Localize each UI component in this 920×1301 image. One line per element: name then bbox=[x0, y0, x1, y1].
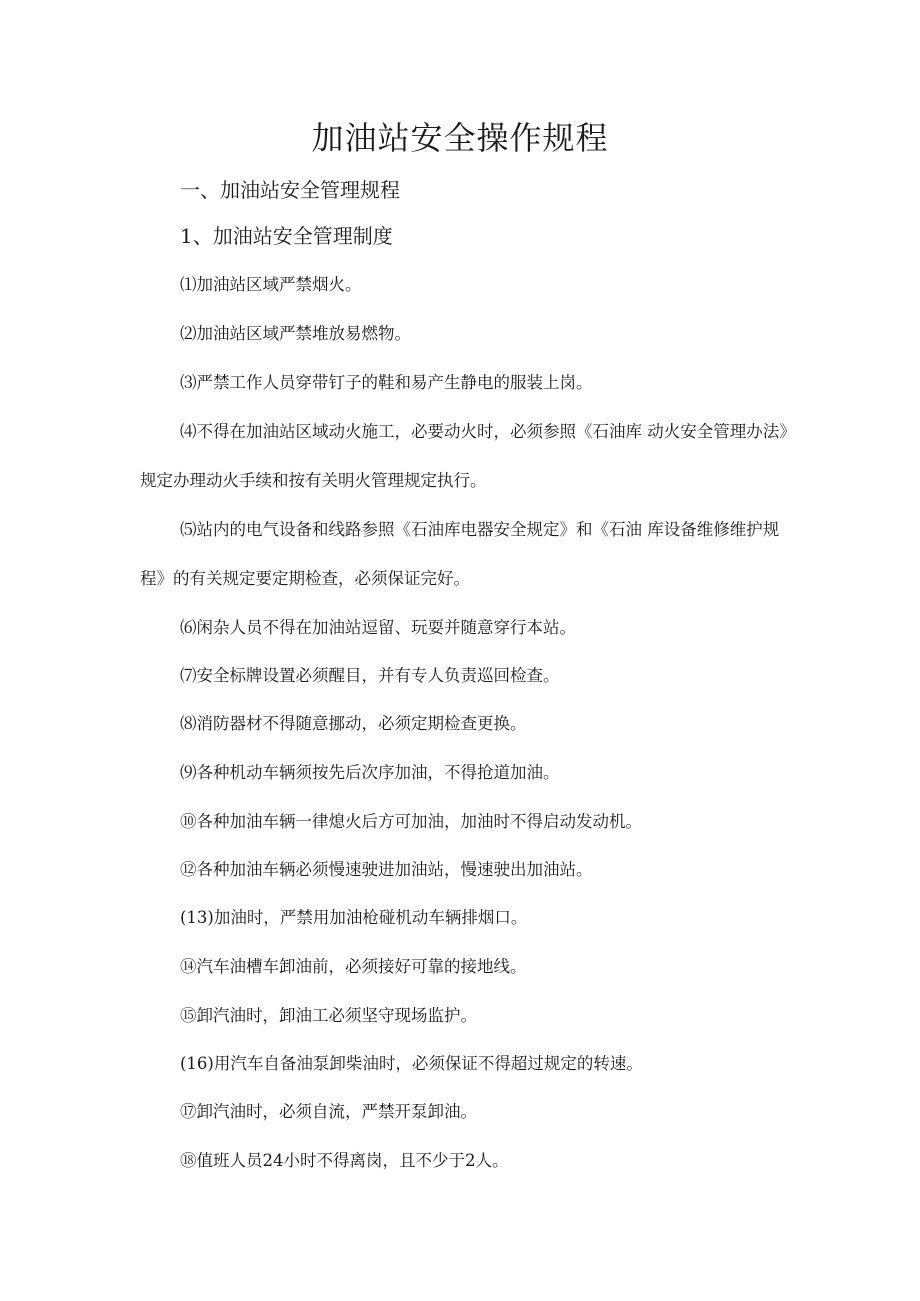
rule-item-3: ⑶严禁工作人员穿带钉子的鞋和易产生静电的服装上岗。 bbox=[180, 373, 593, 392]
rule-item-6: ⑹闲杂人员不得在加油站逗留、玩耍并随意穿行本站。 bbox=[180, 618, 576, 637]
rule-item-12: ⑫各种加油车辆必须慢速驶进加油站，慢速驶出加油站。 bbox=[180, 860, 593, 879]
rule-item-16: (16)用汽车自备油泵卸柴油时，必须保证不得超过规定的转速。 bbox=[180, 1054, 643, 1073]
rule-item-2: ⑵加油站区域严禁堆放易燃物。 bbox=[180, 324, 411, 343]
rule-item-9: ⑼各种机动车辆须按先后次序加油，不得抢道加油。 bbox=[180, 763, 560, 782]
rule-item-15: ⑮卸汽油时，卸油工必须坚守现场监护。 bbox=[180, 1006, 477, 1025]
document-title: 加油站安全操作规程 bbox=[311, 119, 609, 157]
rule-item-1: ⑴加油站区域严禁烟火。 bbox=[180, 275, 362, 294]
rule-item-13: (13)加油时，严禁用加油枪碰机动车辆排烟口。 bbox=[180, 908, 528, 927]
rule-item-8: ⑻消防器材不得随意挪动，必须定期检查更换。 bbox=[180, 714, 527, 733]
rule-item-14: ⑭汽车油槽车卸油前，必须接好可靠的接地线。 bbox=[180, 957, 527, 976]
section-heading: 一、加油站安全管理规程 bbox=[180, 178, 400, 202]
rule-item-18: ⑱值班人员24小时不得离岗，且不少于2人。 bbox=[180, 1151, 509, 1170]
rule-item-5: ⑸站内的电气设备和线路参照《石油库电器安全规定》和《石油 库设备维修维护规程》的有关规定要定期检查，必须保证完好。 bbox=[140, 520, 780, 588]
rule-item-7: ⑺安全标牌设置必须醒目，并有专人负责巡回检查。 bbox=[180, 666, 560, 685]
subsection-heading: 1、加油站安全管理制度 bbox=[180, 224, 393, 248]
rule-item-10: ⑩各种加油车辆一律熄火后方可加油，加油时不得启动发动机。 bbox=[180, 812, 642, 831]
rule-item-4: ⑷不得在加油站区域动火施工，必要动火时，必须参照《石油库 动火安全管理办法》规定办理动火手续和按有关明火管理规定执行。 bbox=[140, 422, 788, 490]
rule-item-17: ⑰卸汽油时，必须自流，严禁开泵卸油。 bbox=[180, 1102, 477, 1121]
